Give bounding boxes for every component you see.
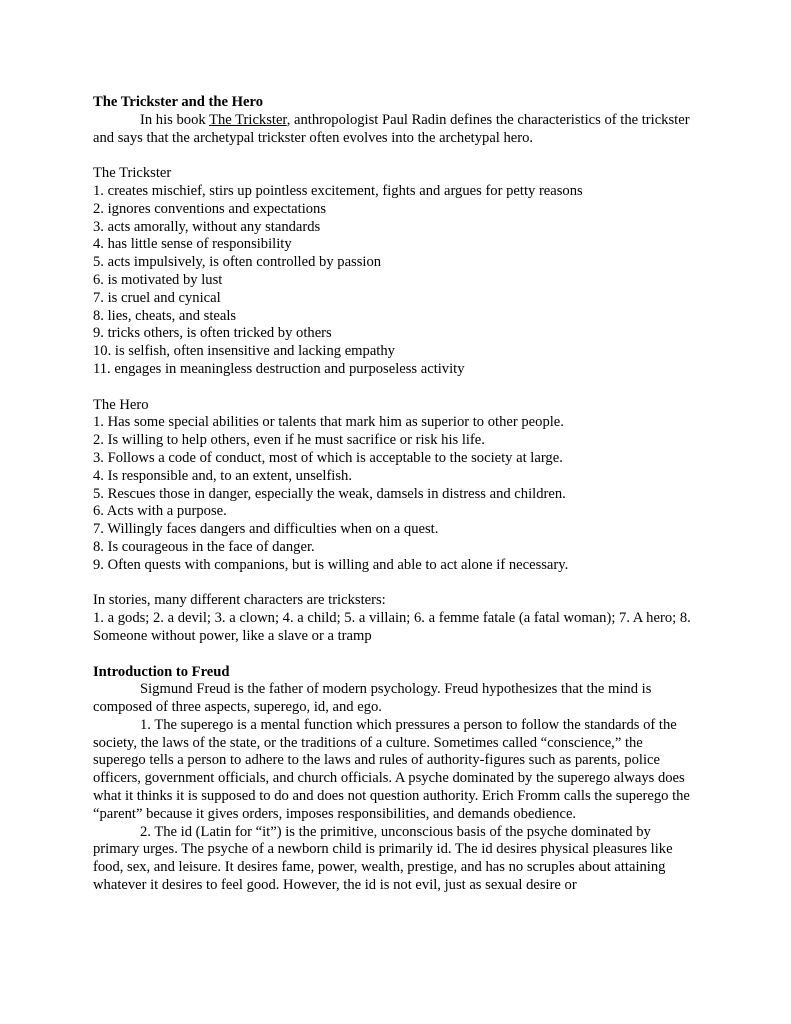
hero-item: 5. Rescues those in danger, especially the weak, damsels in distress and children.	[93, 485, 566, 502]
trickster-heading: The Trickster	[93, 165, 172, 182]
hero-heading: The Hero	[93, 396, 149, 413]
trickster-item: 2. ignores conventions and expectations	[93, 200, 327, 217]
trickster-list	[93, 183, 693, 379]
trickster-item: 7. is cruel and cynical	[93, 289, 221, 306]
trickster-item: 8. lies, cheats, and steals	[93, 307, 237, 324]
freud-title: Introduction to Freud	[93, 663, 230, 680]
stories-list: 1. a gods; 2. a devil; 3. a clown; 4. a child; 5. a villain; 6. a femme fatale (a fatal woman); 7. A hero; 8. Someone without power, like a slave or a tramp	[93, 610, 691, 644]
trickster-item: 3. acts amorally, without any standards	[93, 218, 321, 235]
trickster-item: 9. tricks others, is often tricked by others	[93, 325, 332, 342]
hero-item: 3. Follows a code of conduct, most of which is acceptable to the society at large.	[93, 449, 563, 466]
section-title: The Trickster and the Hero	[93, 94, 263, 110]
book-title: The Trickster	[209, 111, 287, 128]
hero-item: 2. Is willing to help others, even if he must sacrifice or risk his life.	[93, 432, 485, 449]
freud-paragraph-1: Sigmund Freud is the father of modern psychology. Freud hypothesizes that the mind is composed of three aspects, superego, id, and ego.	[93, 681, 652, 716]
hero-item: 4. Is responsible and, to an extent, unselfish.	[93, 467, 352, 484]
trickster-item: 6. is motivated by lust	[93, 271, 223, 288]
trickster-item: 11. engages in meaningless destruction and purposeless activity	[93, 360, 465, 377]
hero-item: 9. Often quests with companions, but is willing and able to act alone if necessary.	[93, 556, 569, 573]
document-page	[93, 94, 693, 895]
hero-item: 1. Has some special abilities or talents that mark him as superior to other people.	[93, 414, 564, 431]
hero-item: 8. Is courageous in the face of danger.	[93, 538, 315, 555]
spacer	[93, 575, 693, 593]
intro-paragraph	[93, 112, 693, 148]
spacer	[93, 646, 693, 664]
trickster-item: 1. creates mischief, stirs up pointless excitement, fights and argues for petty reasons	[93, 182, 583, 199]
stories-intro: In stories, many different characters are tricksters:	[93, 592, 386, 609]
superego-paragraph: 1. The superego is a mental function which pressures a person to follow the standards of the society, the laws of the state, or the traditions of a culture. Sometimes called “conscience,” the superego tells a person to adhere to the laws and rules of authority-figures such as parents, police officers, government officials, and church officials. A psyche dominated by the superego always does what it thinks it is supposed to do and does not question authority. Erich Fromm calls the superego the “parent” because it gives orders, imposes responsibilities, and demands obedience.	[93, 716, 690, 822]
spacer	[93, 379, 693, 397]
trickster-item: 5. acts impulsively, is often controlled by passion	[93, 254, 382, 271]
trickster-item: 4. has little sense of responsibility	[93, 236, 292, 253]
intro-text-end: , anthropologist Paul Radin defines the characteristics of the trickster and says that the archetypal trickster often evolves into the archetypal hero.	[93, 111, 690, 146]
hero-item: 7. Willingly faces dangers and difficulties when on a quest.	[93, 521, 439, 538]
hero-list	[93, 414, 693, 574]
trickster-item: 10. is selfish, often insensitive and lacking empathy	[93, 343, 395, 360]
hero-item: 6. Acts with a purpose.	[93, 503, 227, 520]
intro-text-start: In his book	[140, 111, 210, 128]
id-paragraph: 2. The id (Latin for “it”) is the primitive, unconscious basis of the psyche dominated by primary urges. The psyche of a newborn child is primarily id. The id desires physical pleasures like food, sex, and leisure. It desires fame, power, wealth, prestige, and has no scruples about attaining whatever it desires to feel good. However, the id is not evil, just as sexual desire or	[93, 823, 673, 894]
spacer	[93, 147, 693, 165]
